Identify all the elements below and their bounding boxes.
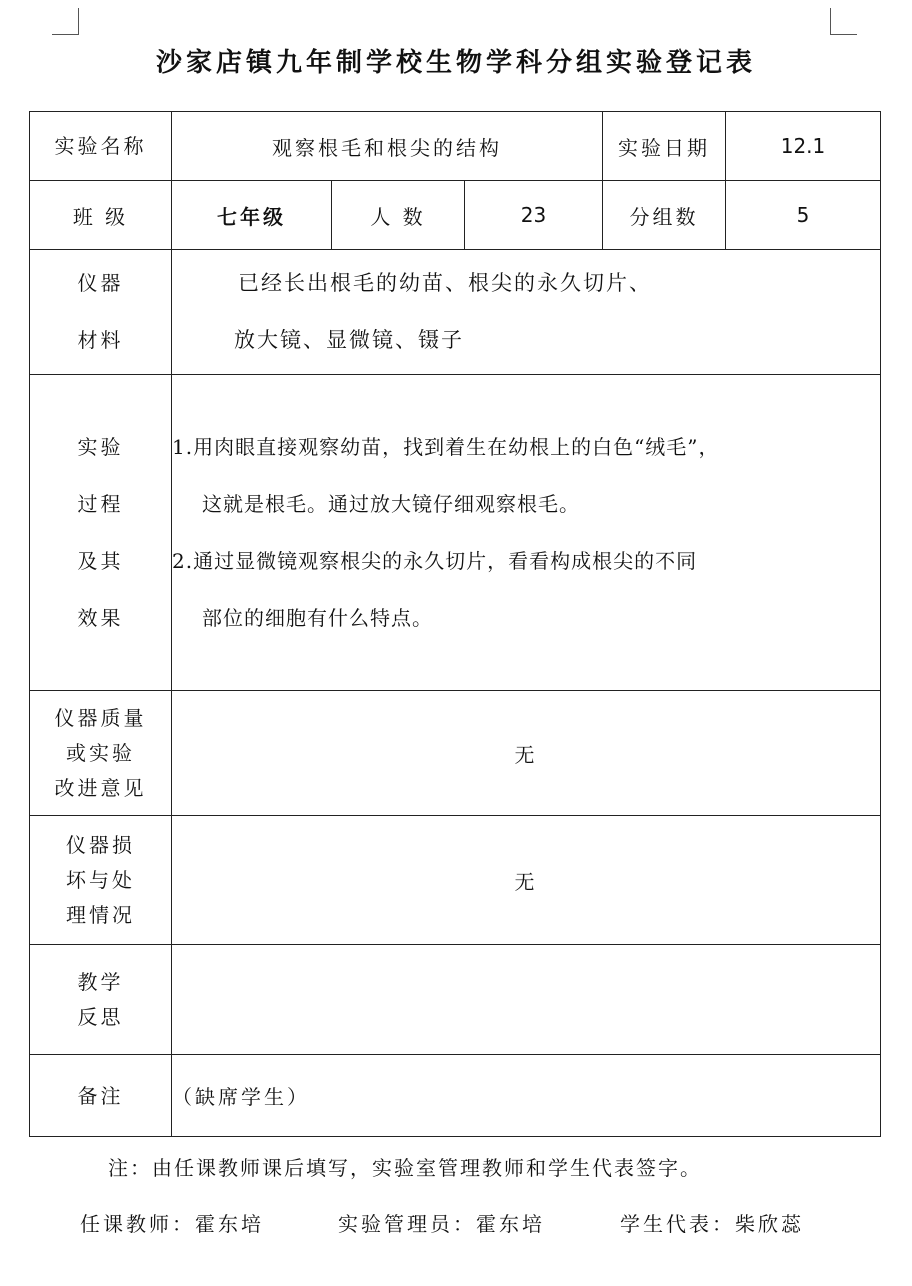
quality-label <box>30 691 172 816</box>
process-label <box>30 375 172 691</box>
reflection-value <box>172 945 881 1055</box>
remarks-label: 备注 <box>30 1055 172 1137</box>
row-quality <box>30 691 881 816</box>
row-materials <box>30 250 881 375</box>
materials-label <box>30 250 172 375</box>
crop-mark-top-right <box>830 8 857 35</box>
process-label-line-4: 效果 <box>77 605 124 630</box>
materials-label-line-1: 仪器 <box>77 271 124 295</box>
document-title: 沙家店镇九年制学校生物学科分组实验登记表 <box>155 48 756 78</box>
signature-student: 学生代表：柴欣蕊 <box>620 1212 804 1236</box>
reflection-label <box>30 945 172 1055</box>
group-count-value: 5 <box>726 181 881 250</box>
reflection-label-line-1: 教学 <box>77 969 124 994</box>
footer-note: 注：由任课教师课后填写，实验室管理教师和学生代表签字。 <box>108 1156 702 1180</box>
process-line-3: 2.通过显微镜观察根尖的永久切片，看看构成根尖的不同 <box>172 548 698 573</box>
student-count-label: 人 数 <box>332 181 465 250</box>
student-count-value: 23 <box>465 181 603 250</box>
row-process <box>30 375 881 691</box>
signature-teacher: 任课教师：霍东培 <box>80 1212 264 1236</box>
group-count-label: 分组数 <box>603 181 726 250</box>
class-value: 七年级 <box>172 181 332 250</box>
damage-label-line-2: 坏与处 <box>66 867 135 892</box>
experiment-date-value: 12.1 <box>726 112 881 181</box>
process-label-line-1: 实验 <box>77 434 124 459</box>
signature-lab-admin: 实验管理员：霍东培 <box>338 1212 545 1236</box>
crop-mark-top-left <box>52 8 79 35</box>
quality-label-line-2: 或实验 <box>66 740 135 765</box>
experiment-name-label: 实验名称 <box>30 112 172 181</box>
damage-label-line-3: 理情况 <box>66 902 135 927</box>
damage-value: 无 <box>172 816 881 945</box>
process-label-line-2: 过程 <box>77 491 124 516</box>
materials-value <box>172 250 881 375</box>
process-line-1: 1.用肉眼直接观察幼苗，找到着生在幼根上的白色“绒毛”， <box>172 434 720 459</box>
experiment-date-label: 实验日期 <box>603 112 726 181</box>
process-label-line-3: 及其 <box>77 548 124 573</box>
class-label: 班 级 <box>30 181 172 250</box>
materials-line-2: 放大镜、显微镜、镊子 <box>234 328 464 352</box>
row-reflection <box>30 945 881 1055</box>
process-line-2: 这就是根毛。通过放大镜仔细观察根毛。 <box>202 491 580 516</box>
process-line-4: 部位的细胞有什么特点。 <box>202 605 433 630</box>
row-experiment-name <box>30 112 881 181</box>
remarks-value: （缺席学生） <box>172 1055 881 1137</box>
materials-label-line-2: 材料 <box>77 328 124 352</box>
quality-label-line-1: 仪器质量 <box>54 705 147 730</box>
row-remarks <box>30 1055 881 1137</box>
materials-line-1: 已经长出根毛的幼苗、根尖的永久切片、 <box>238 271 652 295</box>
damage-label-line-1: 仪器损 <box>66 832 135 857</box>
process-content <box>172 375 881 691</box>
quality-label-line-3: 改进意见 <box>54 775 147 800</box>
registration-table <box>29 111 881 1137</box>
row-class-info <box>30 181 881 250</box>
reflection-label-line-2: 反思 <box>77 1004 124 1029</box>
quality-value: 无 <box>172 691 881 816</box>
damage-label <box>30 816 172 945</box>
row-damage <box>30 816 881 945</box>
experiment-name-value: 观察根毛和根尖的结构 <box>172 112 603 181</box>
